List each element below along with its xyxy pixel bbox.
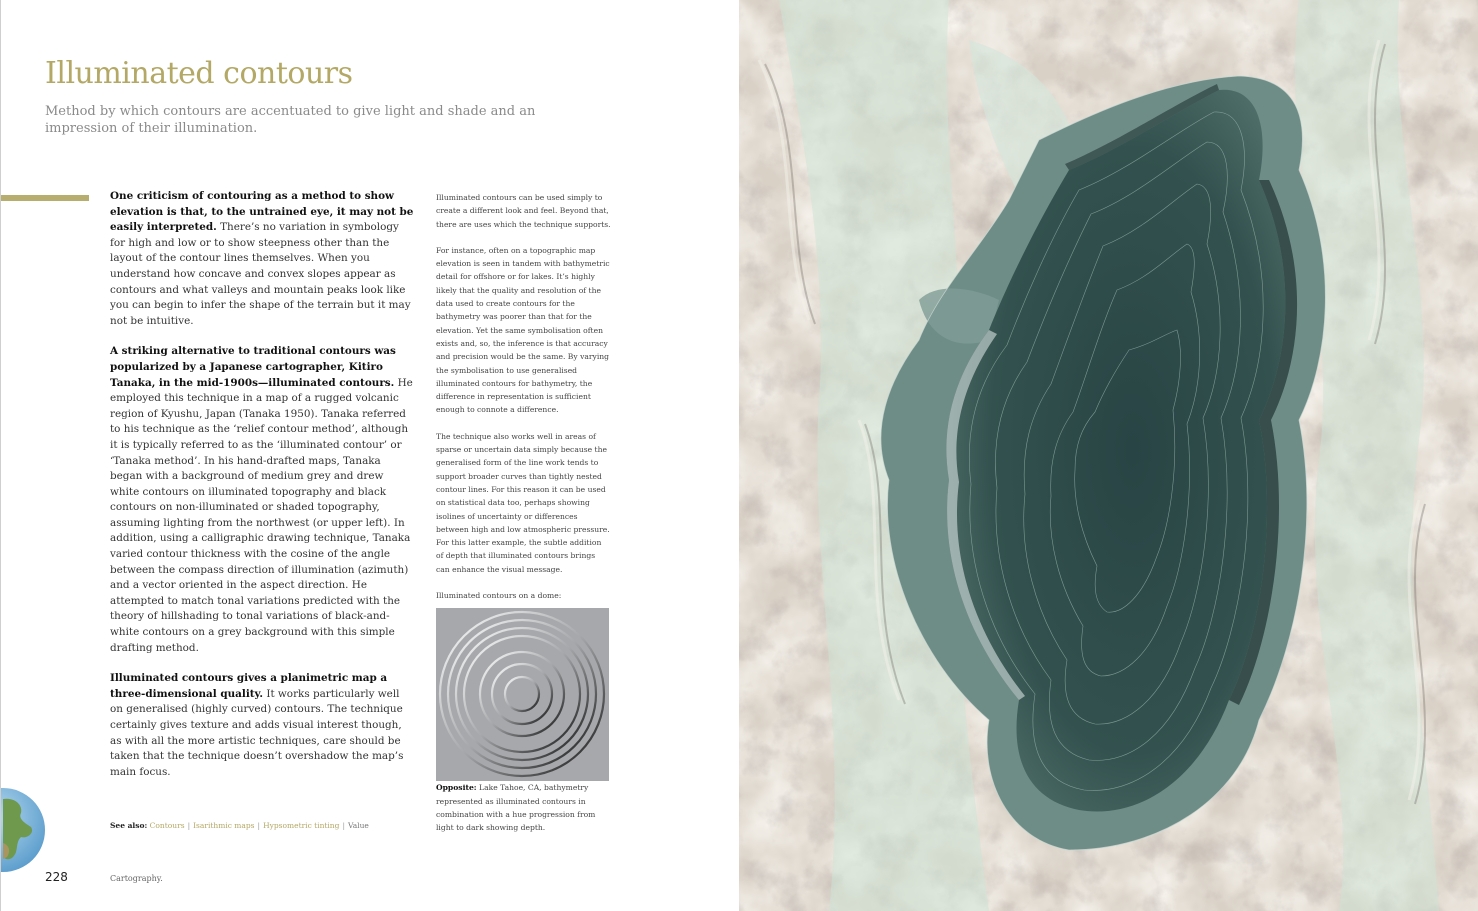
book-title: Cartography.: [110, 874, 163, 883]
dome-caption: Illuminated contours on a dome:: [436, 591, 562, 601]
main-paragraph-1: [110, 189, 415, 329]
main-text-column: [110, 189, 415, 795]
accent-bar: [1, 195, 89, 201]
side-paragraph-1: Illuminated contours can be used simply to create a different look and feel. Beyond that, there are uses which the technique supports.: [436, 193, 611, 229]
separator: |: [187, 821, 191, 830]
lead-text: One criticism of contouring as a method to show elevation is that, to the untrained eye, it may not be easily interpreted.: [110, 190, 414, 234]
see-also-value: Value: [347, 821, 369, 830]
lake-tahoe-map-image: [739, 0, 1478, 911]
page-title: Illuminated contours: [45, 56, 353, 91]
body-text: There’s no variation in symbology for high and low or to show steepness other than the layout of the contour lines themselves. When you understand how concave and convex slopes appear as contours and what valleys and mountain peaks look like you can begin to infer the shape of the terrain but it may not be intuitive.: [110, 221, 411, 327]
separator: |: [342, 821, 345, 830]
separator: |: [257, 821, 261, 830]
main-paragraph-2: [110, 344, 415, 656]
see-also: [110, 821, 369, 830]
page-subtitle: Method by which contours are accentuated to give light and shade and an impression of their illumination.: [45, 104, 536, 136]
opposite-text: Lake Tahoe, CA, bathymetry represented as illuminated contours in combination with a hue progression from light to dark showing depth.: [436, 783, 596, 833]
page-number: 228: [45, 870, 68, 884]
see-also-link-contours[interactable]: Contours: [149, 821, 185, 830]
main-paragraph-3: [110, 671, 415, 780]
side-text-column: [436, 191, 611, 848]
illuminated-dome-figure: [436, 608, 609, 781]
opposite-label: Opposite:: [436, 783, 477, 793]
body-text: He employed this technique in a map of a rugged volcanic region of Kyushu, Japan (Tanaka 1950). Tanaka referred to his technique as the ‘relief contour method’, although it is typically referred to as the ‘illuminated contour’ or ‘Tanaka method’. In his hand-drafted maps, Tanaka began with a background of medium grey and drew white contours on illuminated topography and black contours on non-illuminated or shaded topography, assuming lighting from the northwest (or upper left). In addition, using a calligraphic drawing technique, Tanaka varied contour thickness with the cosine of the angle between the compass direction of illumination (azimuth) and a vector oriented in the aspect direction. He attempted to match tonal variations predicted with the theory of hillshading to tonal variations of black-and-white contours on a grey background with this simple drafting method.: [110, 376, 413, 654]
see-also-link-hypsometric[interactable]: Hypsometric tinting: [263, 821, 340, 830]
see-also-label: See also:: [110, 821, 148, 830]
globe-icon: [1, 787, 47, 873]
lead-text: A striking alternative to traditional contours was popularized by a Japanese cartographer, Kitiro Tanaka, in the mid-1900s—illuminated contours.: [110, 345, 396, 389]
body-text: It works particularly well on generalised (highly curved) contours. The technique certainly gives texture and adds visual interest though, as with all the more artistic techniques, care should be taken that the technique doesn’t overshadow the map’s main focus.: [110, 687, 404, 778]
side-paragraph-2: For instance, often on a topographic map elevation is seen in tandem with bathymetric detail for offshore or for lakes. It’s highly likely that the quality and resolution of the data used to create contours for the bathymetry was poorer than that for the elevation. Yet the same symbolisation often exists and, so, the inference is that accuracy and precision would be the same. By varying the symbolisation to use generalised illuminated contours for bathymetry, the difference in representation is sufficient enough to connote a difference.: [436, 245, 610, 415]
lead-text: Illuminated contours gives a planimetric map a three-dimensional quality.: [110, 672, 388, 700]
opposite-caption: [436, 781, 611, 834]
side-paragraph-3: The technique also works well in areas of sparse or uncertain data simply because the generalised form of the line work tends to support broader curves than tightly nested contour lines. For this reason it can be used on statistical data too, perhaps showing isolines of uncertainty or differences between high and low atmospheric pressure. For this latter example, the subtle addition of depth that illuminated contours brings can enhance the visual message.: [436, 431, 610, 574]
lake-tahoe-bathymetry-map: [739, 0, 1478, 911]
see-also-link-isarithmic[interactable]: Isarithmic maps: [193, 821, 255, 830]
